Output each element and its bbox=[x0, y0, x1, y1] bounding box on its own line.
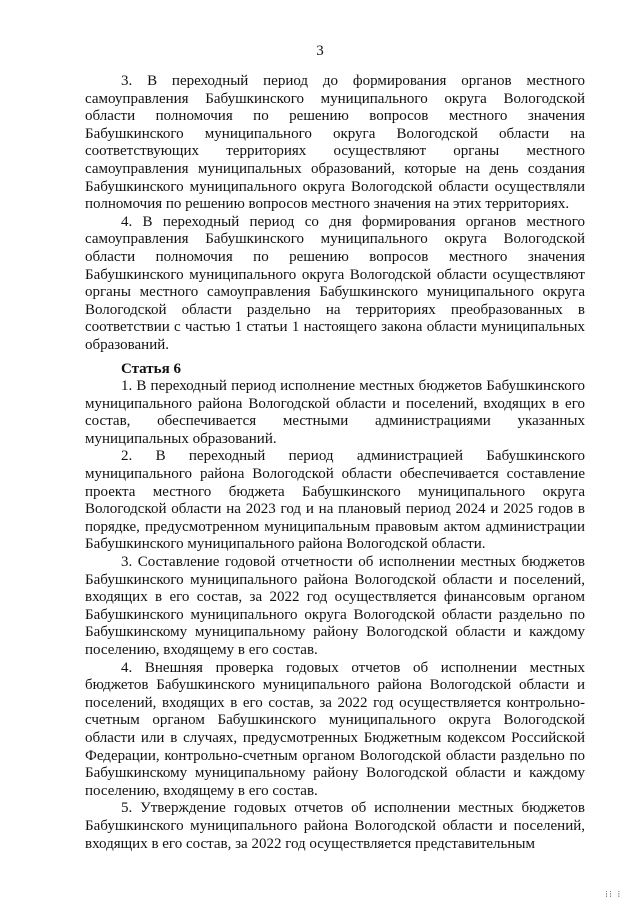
document-body bbox=[85, 73, 585, 853]
article-paragraph-4: 4. Внешняя проверка годовых отчетов об исполнении местных бюджетов Бабушкинского муниципального района Вологодской области и поселений, входящих в его состав, за 2022 год осуществляется контрольно-счетным органом Бабушкинского муниципального округа Вологодской области или в случаях, предусмотренных Бюджетным кодексом Российской Федерации, контрольно-счетным органом Вологодской области раздельно по Бабушкинскому муниципальному району Вологодской области и каждому поселению, входящему в его состав. bbox=[85, 659, 585, 799]
page-number: 3 bbox=[316, 43, 324, 59]
article-paragraph-3: 3. Составление годовой отчетности об исполнении местных бюджетов Бабушкинского муниципального района Вологодской области и поселений, входящих в его состав, за 2022 год осуществляется финансовым органом Бабушкинского муниципального округа Вологодской области раздельно по Бабушкинскому муниципальному району Вологодской области и каждому поселению, входящему в его состав. bbox=[85, 554, 585, 658]
article-paragraph-2: 2. В переходный период администрацией Бабушкинского муниципального района Вологодской области обеспечивается составление проекта местного бюджета Бабушкинского муниципального округа Вологодской области на 2023 год и на плановый период 2024 и 2025 годов в порядке, предусмотренном муниципальным правовым актом администрации Бабушкинского муниципального района Вологодской области. bbox=[85, 448, 585, 553]
article-paragraph-5: 5. Утверждение годовых отчетов об исполнении местных бюджетов Бабушкинского муниципального района Вологодской области и поселений, входящих в его состав, за 2022 год осуществляется представительным bbox=[85, 800, 585, 852]
paragraph-4: 4. В переходный период со дня формирования органов местного самоуправления Бабушкинского муниципального округа Вологодской области полномочия по решению вопросов местного значения Бабушкинского муниципального округа Вологодской области осуществляют органы местного самоуправления Бабушкинского муниципального округа Вологодской области раздельно на территориях преобразованных в соответствии с частью 1 статьи 1 настоящего закона области муниципальных образований. bbox=[85, 213, 585, 353]
paragraph-3: 3. В переходный период до формирования органов местного самоуправления Бабушкинского муниципального округа Вологодской области полномочия по решению вопросов местного значения Бабушкинского муниципального округа Вологодской области на соответствующих территориях осуществляют органы местного самоуправления муниципальных образований, которые на день создания Бабушкинского муниципального округа Вологодской области осуществляли полномочия по решению вопросов местного значения на этих территориях. bbox=[85, 73, 585, 213]
article-paragraph-1: 1. В переходный период исполнение местных бюджетов Бабушкинского муниципального района Вологодской области и поселений, входящих в его состав, обеспечивается местными администрациями указанных муниципальных образований. bbox=[85, 378, 585, 447]
article-heading: Статья 6 bbox=[121, 360, 181, 377]
scan-marks: ⁞⁞ ⁞ bbox=[605, 890, 622, 899]
